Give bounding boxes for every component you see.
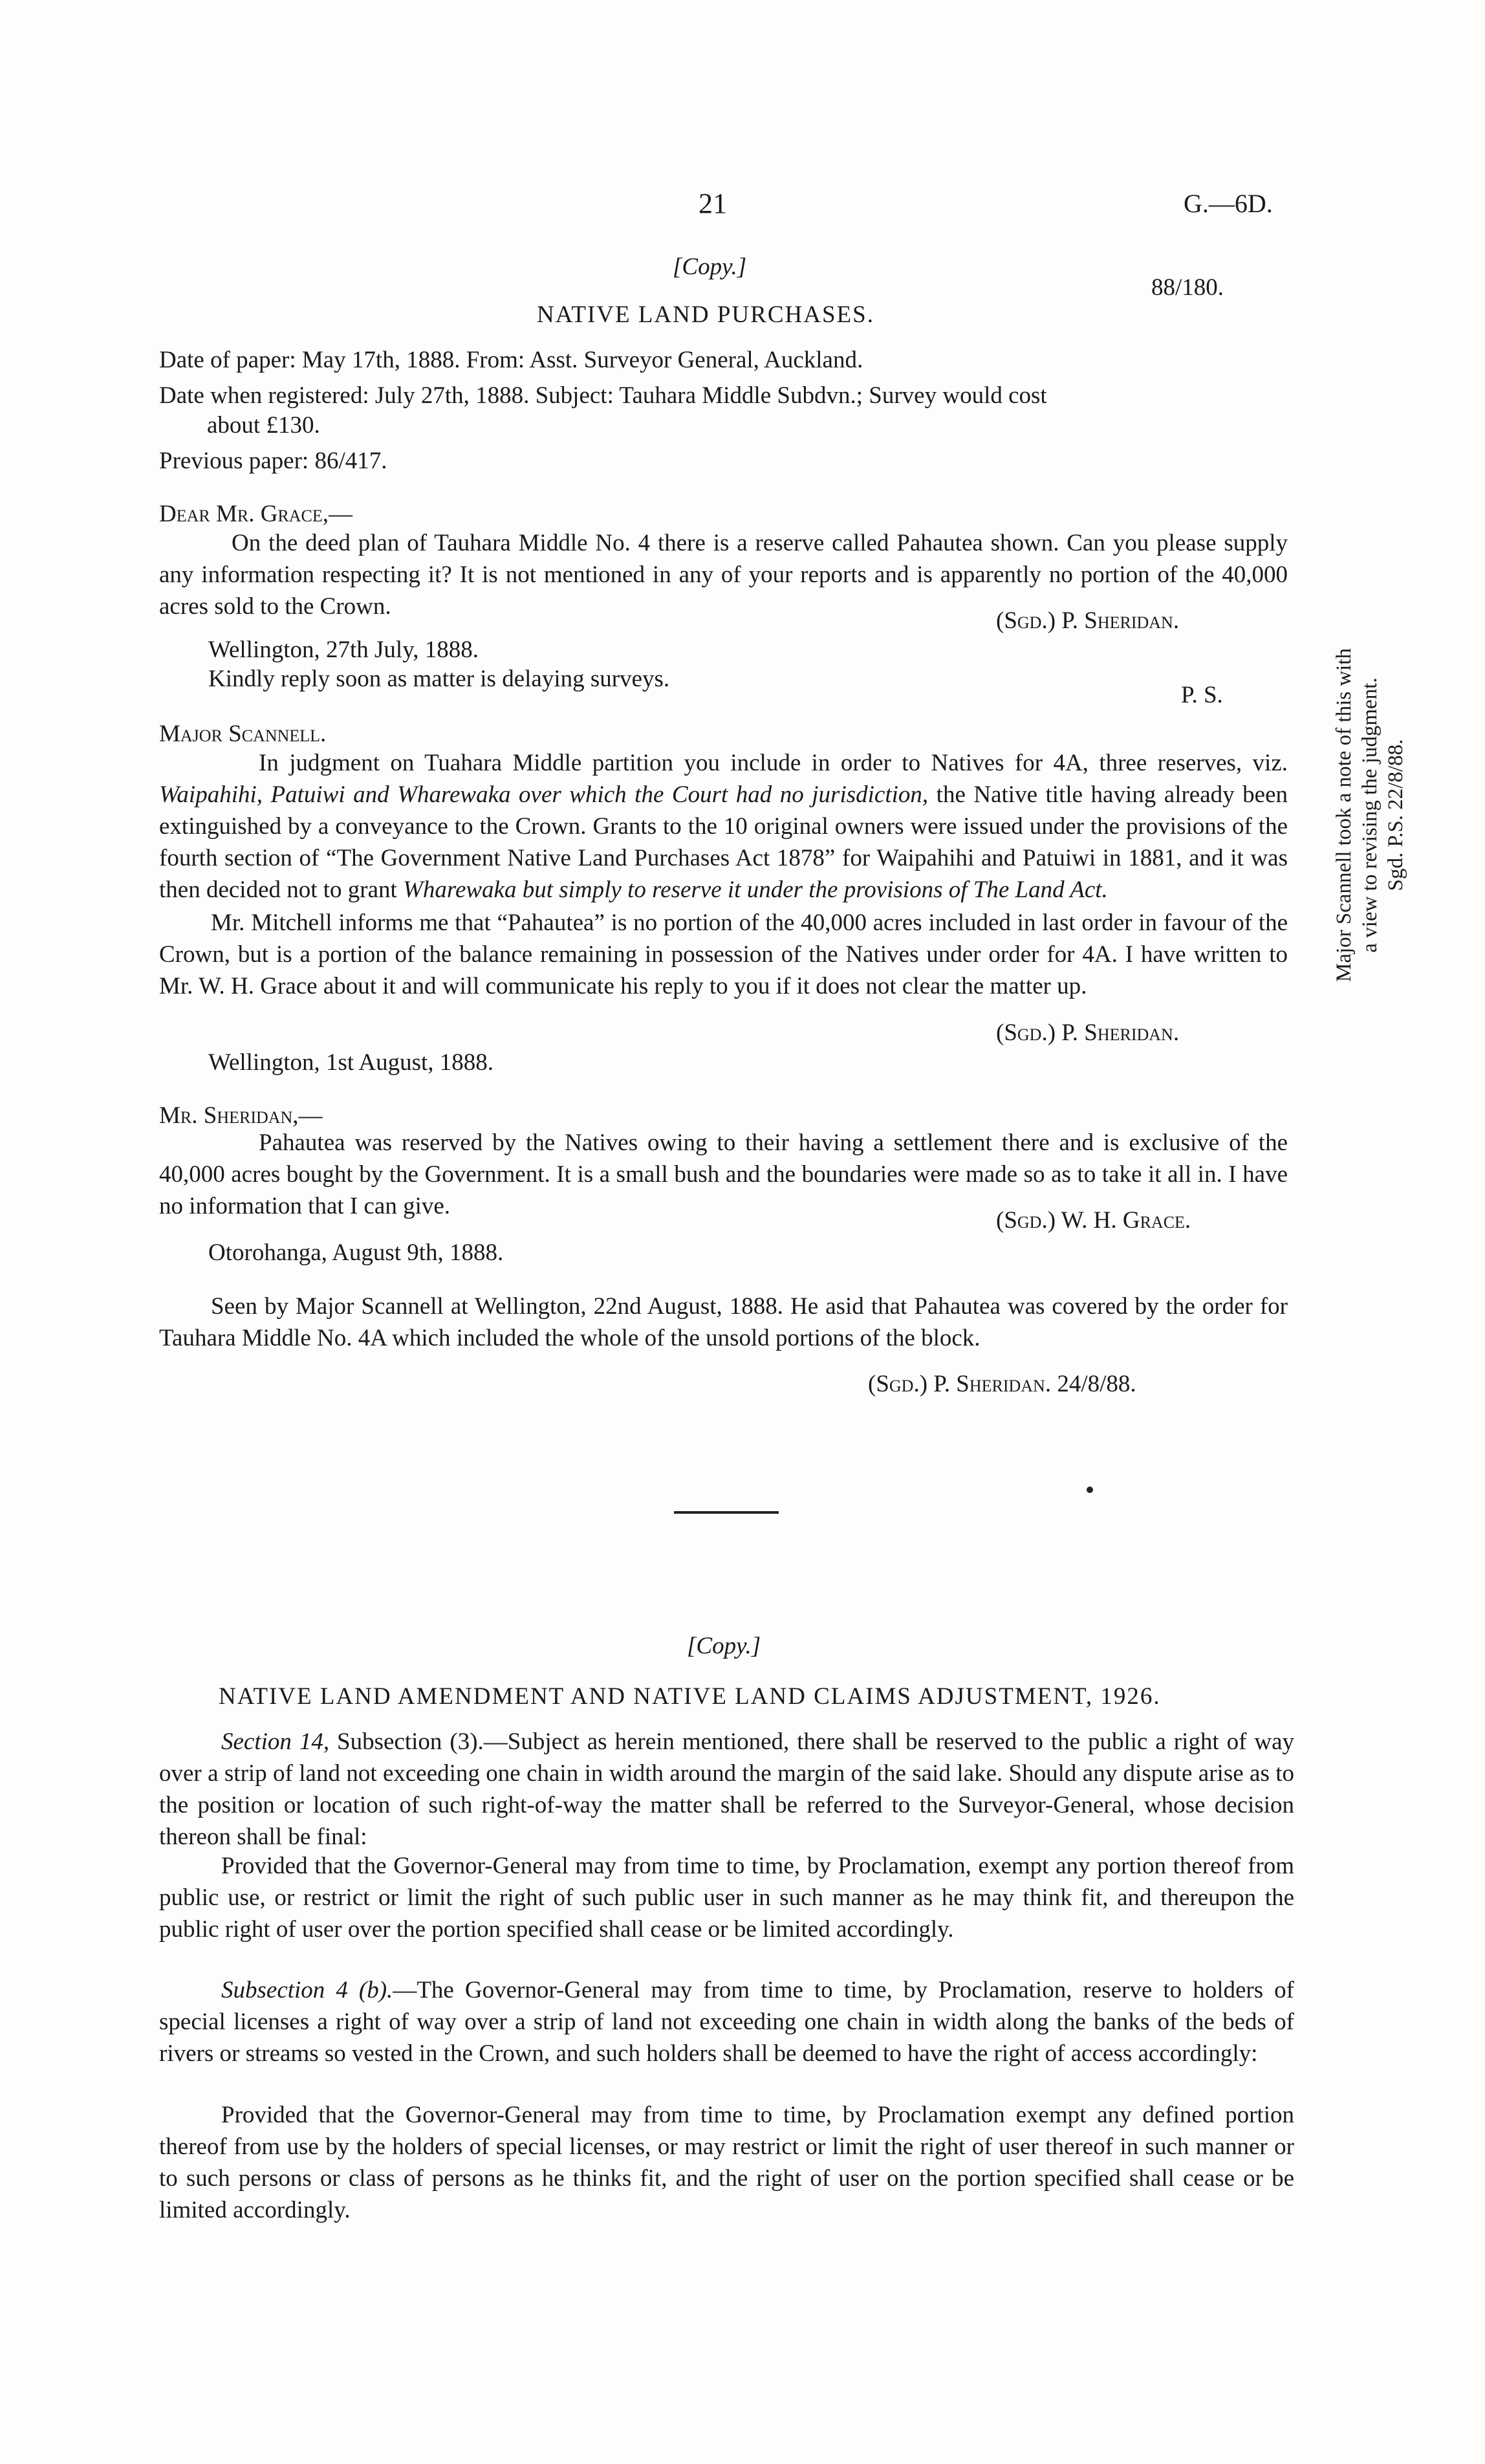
- initials: P. S.: [1181, 682, 1223, 708]
- paragraph-text: Subsection (3).—Subject as herein mentioned, there shall be reserved to the public a right of way over a strip of land not exceeding one chain in width around the margin of the said lake. Should any dispute arise as to the position or location of such right-of-way the matter shall be referred to the Surveyor-General, whose decision thereon shall be final:: [159, 1728, 1295, 1850]
- date-registered: Date when registered: July 27th, 1888. Subject: Tauhara Middle Subdvn.; Survey would cost: [159, 382, 1047, 409]
- signature: (Sgd.) W. H. Grace.: [996, 1207, 1191, 1234]
- paragraph-text: —The Governor-General may from time to time, by Proclamation, reserve to holders of special licenses a right of way over a strip of land not exceeding one chain in width along the banks of the beds of rivers or streams so vested in the Crown, and such holders shall be deemed to have the right of access accordingly:: [159, 1977, 1294, 2067]
- document-code: G.—6D.: [1184, 189, 1273, 218]
- salutation: Major Scannell.: [159, 721, 327, 747]
- paragraph-text: In judgment on Tuahara Middle partition you include in order to Natives for 4A, three reserves, viz.: [259, 750, 1288, 776]
- act-paragraph: [159, 1726, 1294, 1853]
- act-paragraph: Provided that the Governor-General may from time to time, by Proclamation, exempt any portion thereof from public use, or restrict or limit the right of such public user in such manner as he may think fit, and thereupon the public right of user over the portion specified shall cease or be limited accordingly.: [159, 1853, 1294, 1943]
- section-title: NATIVE LAND PURCHASES.: [537, 301, 874, 328]
- letter-paragraph: Pahautea was reserved by the Natives owing to their having a settlement there and is exclusive of the 40,000 acres bought by the Government. It is a small bush and the boundaries were made so as to take it all in. I have no information that I can give.: [159, 1129, 1288, 1219]
- ink-dot: [1087, 1487, 1093, 1493]
- letter-paragraph: Seen by Major Scannell at Wellington, 22nd August, 1888. He asid that Pahautea was covered by the order for Tauhara Middle No. 4A which included the whole of the unsold portions of the block.: [159, 1293, 1288, 1351]
- copy-label: [Copy.]: [687, 1633, 761, 1659]
- note: Kindly reply soon as matter is delaying surveys.: [208, 666, 670, 692]
- signature: (Sgd.) P. Sheridan.: [996, 1019, 1180, 1046]
- date-registered-cont: about £130.: [207, 412, 320, 439]
- salutation: Dear Mr. Grace,—: [159, 501, 353, 527]
- place-date: Otorohanga, August 9th, 1888.: [208, 1239, 504, 1266]
- signature: (Sgd.) P. Sheridan. 24/8/88.: [868, 1371, 1136, 1397]
- signature: (Sgd.) P. Sheridan.: [996, 607, 1180, 634]
- act-paragraph: Provided that the Governor-General may from time to time, by Proclamation exempt any defined portion thereof from use by the holders of special licenses, or may restrict or limit the right of user thereof in such manner or to such persons or class of persons as he thinks fit, and the right of user on the portion specified shall cease or be limited accordingly.: [159, 2102, 1294, 2223]
- section-divider: [674, 1511, 779, 1514]
- copy-label: [Copy.]: [673, 254, 747, 280]
- margin-note-line: Sgd. P.S. 22/8/88.: [1384, 739, 1407, 891]
- letter-paragraph: Mr. Mitchell informs me that “Pahautea” is no portion of the 40,000 acres included in last order in favour of the Crown, but is a portion of the balance remaining in possession of the Natives under order for 4A. I have written to Mr. W. H. Grace about it and will communicate his reply to you if it does not clear the matter up.: [159, 910, 1288, 999]
- italic-text: Subsection 4 (b).: [221, 1977, 393, 2003]
- page-number: 21: [699, 188, 727, 219]
- act-paragraph: [159, 1974, 1294, 2069]
- margin-note: [1331, 589, 1409, 1041]
- date-of-paper: Date of paper: May 17th, 1888. From: Asst. Surveyor General, Auckland.: [159, 347, 863, 373]
- italic-text: Wharewaka but simply to reserve it under the provisions of The Land Act.: [403, 877, 1108, 903]
- italic-text: Waipahihi, Patuiwi and Wharewaka over which the Court had no jurisdiction,: [159, 781, 929, 808]
- place-date: Wellington, 27th July, 1888.: [208, 637, 479, 663]
- margin-note-line: a view to revising the judgment.: [1358, 677, 1382, 953]
- section-title: NATIVE LAND AMENDMENT AND NATIVE LAND CLAIMS ADJUSTMENT, 1926.: [219, 1683, 1161, 1710]
- paragraph-text: the Native title having already been extinguished by a conveyance to the Crown. Grants to the 10 original owners were issued under the provisions of the fourth section of “The Government Native Land Purchases Act 1878” for Waipahihi and Patuiwi in 1881, and it was then decided not to grant: [159, 781, 1288, 903]
- place-date: Wellington, 1st August, 1888.: [208, 1049, 494, 1076]
- file-reference: 88/180.: [1151, 274, 1224, 301]
- italic-text: Section 14,: [221, 1728, 330, 1755]
- previous-paper: Previous paper: 86/417.: [159, 448, 387, 474]
- letter-paragraph: On the deed plan of Tauhara Middle No. 4 there is a reserve called Pahautea shown. Can you please supply any information respecting it? It is not mentioned in any of your reports and is apparently no portion of the 40,000 acres sold to the Crown.: [159, 530, 1288, 620]
- letter-paragraph: [159, 747, 1288, 906]
- salutation: Mr. Sheridan,—: [159, 1102, 323, 1129]
- margin-note-line: Major Scannell took a note of this with: [1332, 648, 1356, 982]
